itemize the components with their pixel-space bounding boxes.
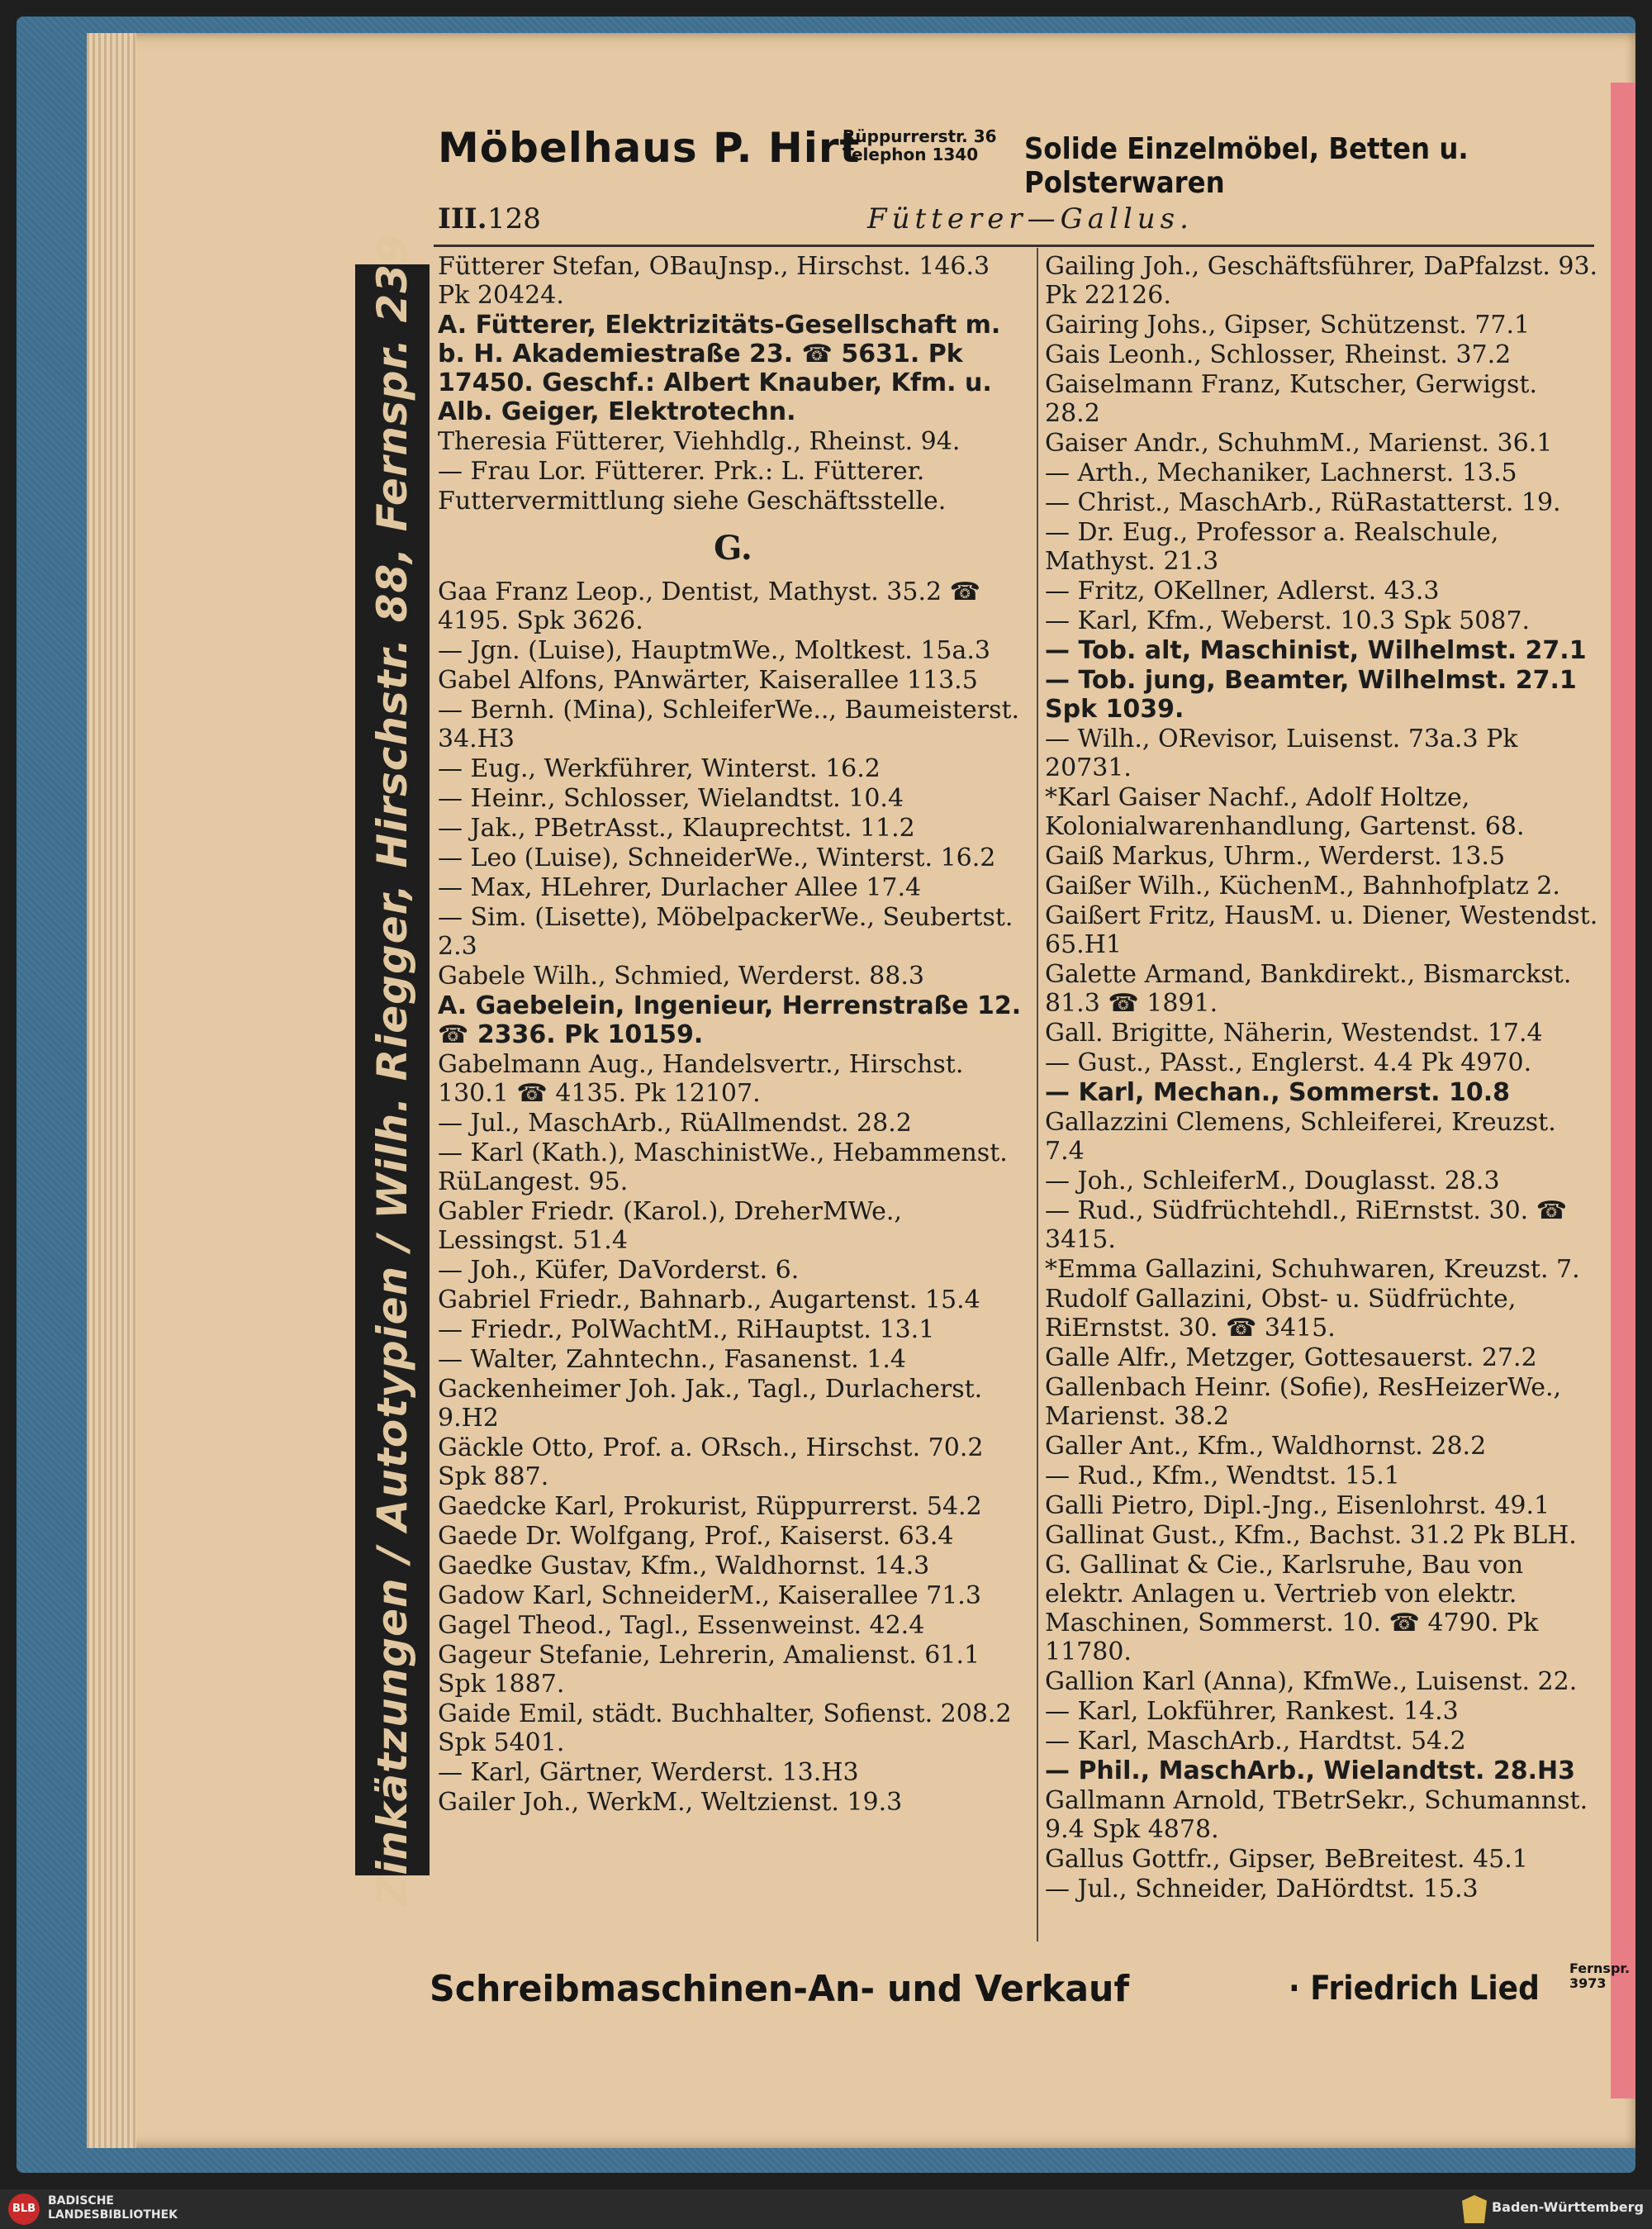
directory-entry: Futtervermittlung siehe Geschäftsstelle. [438,487,947,516]
state-coat-of-arms-icon [1462,2195,1487,2223]
directory-entry: Gaide Emil, städt. Buchhalter, Sofienst. 208.2 Spk 5401. [438,1699,1012,1757]
directory-entry: — Walter, Zahntechn., Fasanenst. 1.4 [438,1345,906,1374]
page-edges [87,33,136,2148]
directory-entry: — Jul., MaschArb., RüAllmendst. 28.2 [438,1109,912,1138]
directory-entry: — Wilh., ORevisor, Luisenst. 73a.3 Pk 20731. [1045,725,1518,782]
directory-entry: Gailing Joh., Geschäftsführer, DaPfalzst. 93. Pk 22126. [1045,252,1598,310]
directory-entry: — Gust., PAsst., Englerst. 4.4 Pk 4970. [1045,1048,1532,1077]
directory-entry: G. Gallinat & Cie., Karlsruhe, Bau von elektr. Anlagen u. Vertrieb von elektr. Maschinen, Sommerst. 10. ☎ 4790. Pk 11780. [1045,1551,1539,1666]
directory-entry: — Karl, Lokführer, Rankest. 14.3 [1045,1697,1459,1726]
directory-entry: — Karl, MaschArb., Hardtst. 54.2 [1045,1727,1466,1756]
directory-entry: — Fritz, OKellner, Adlerst. 43.3 [1045,577,1440,606]
library-name-line1: BADISCHE [48,2194,114,2208]
page-number: 128 [487,202,541,235]
right-column [1045,252,1598,1904]
directory-entry: — Christ., MaschArb., RüRastatterst. 19. [1045,488,1561,517]
side-ad-text: Zinkätzungen / Autotypien / Wilh. Riegger, Hirschstr. 88, Fernspr. 239 [368,234,416,1906]
directory-entry: Fütterer Stefan, OBauJnsp., Hirschst. 146.3 Pk 20424. [438,252,990,310]
directory-entry: — Tob. alt, Maschinist, Wilhelmst. 27.1 [1045,636,1587,665]
directory-entry: *Karl Gaiser Nachf., Adolf Holtze, Kolonialwarenhandlung, Gartenst. 68. [1045,783,1525,841]
entry-range: Fütterer—Gallus. [867,202,1194,235]
directory-entry: — Tob. jung, Beamter, Wilhelmst. 27.1 Spk 1039. [1045,666,1577,724]
directory-entry: — Karl, Gärtner, Werderst. 13.H3 [438,1758,859,1787]
header-ad-address [843,127,997,164]
header-ad-slogan: Solide Einzelmöbel, Betten u. Polsterwaren [1024,132,1469,200]
viewer-footer [0,2189,1652,2229]
directory-entry: Gallus Gottfr., Gipser, BeBreitest. 45.1 [1045,1845,1528,1874]
directory-entry: Gadow Karl, SchneiderM., Kaiserallee 71.3 [438,1581,981,1610]
directory-entry: Gabriel Friedr., Bahnarb., Augartenst. 15.4 [438,1286,980,1314]
directory-entry: — Bernh. (Mina), SchleiferWe.., Baumeisterst. 34.H3 [438,696,1020,753]
directory-entry: Gallmann Arnold, TBetrSekr., Schumannst. 9.4 Spk 4878. [1045,1786,1588,1844]
region-name[interactable]: Baden-Württemberg [1491,2199,1644,2215]
directory-entry: Gailer Joh., WerkM., Weltzienst. 19.3 [438,1788,903,1817]
directory-entry: Gallenbach Heinr. (Sofie), ResHeizerWe., Marienst. 38.2 [1045,1373,1562,1431]
footer-ad-name: · Friedrich Lied [1289,1970,1540,2008]
header-rule [434,245,1594,247]
directory-entry: — Joh., SchleiferM., Douglasst. 28.3 [1045,1167,1500,1195]
directory-entry: — Arth., Mechaniker, Lachnerst. 13.5 [1045,459,1517,487]
directory-entry: Galette Armand, Bankdirekt., Bismarckst. 81.3 ☎ 1891. [1045,960,1572,1018]
blb-logo-icon[interactable]: BLB [8,2193,40,2225]
directory-entry: — Jul., Schneider, DaHördtst. 15.3 [1045,1875,1479,1903]
directory-entry: Galle Alfr., Metzger, Gottesauerst. 27.2 [1045,1343,1537,1372]
directory-entry: Gaedke Gustav, Kfm., Waldhornst. 14.3 [438,1552,930,1580]
directory-entry: Gackenheimer Joh. Jak., Tagl., Durlacherst. 9.H2 [438,1375,983,1433]
left-column [438,252,1028,1818]
directory-entry: Gabele Wilh., Schmied, Werderst. 88.3 [438,962,924,991]
directory-entry: Gageur Stefanie, Lehrerin, Amalienst. 61.1 Spk 1887. [438,1641,980,1699]
directory-entry: — Joh., Küfer, DaVorderst. 6. [438,1256,800,1285]
directory-entry: Gallion Karl (Anna), KfmWe., Luisenst. 22. [1045,1667,1578,1696]
directory-entry: — Eug., Werkführer, Winterst. 16.2 [438,754,881,783]
directory-entry: Galler Ant., Kfm., Waldhornst. 28.2 [1045,1432,1487,1461]
directory-entry: — Jgn. (Luise), HauptmWe., Moltkest. 15a.3 [438,636,991,665]
volume-number: III. [438,202,487,235]
directory-entry: Gagel Theod., Tagl., Essenweinst. 42.4 [438,1611,925,1640]
directory-entry: Gais Leonh., Schlosser, Rheinst. 37.2 [1045,340,1512,369]
directory-entry: A. Fütterer, Elektrizitäts-Gesellschaft m. b. H. Akademiestraße 23. ☎ 5631. Pk 17450. Geschf.: Albert Knauber, Kfm. u. Alb. Geiger, Elektrotechn. [438,311,1001,426]
column-divider [1037,248,1038,1941]
directory-entry: — Rud., Südfrüchtehdl., RiErnstst. 30. ☎ 3415. [1045,1196,1568,1254]
header-ad-name: Möbelhaus P. Hirt [438,124,861,172]
directory-entry: Galli Pietro, Dipl.-Jng., Eisenlohrst. 49.1 [1045,1491,1550,1520]
directory-entry: Gallinat Gust., Kfm., Bachst. 31.2 Pk BLH. [1045,1521,1577,1550]
header-ad-address-line2: Telephon 1340 [843,145,979,164]
directory-entry: Gaede Dr. Wolfgang, Prof., Kaiserst. 63.4 [438,1522,954,1551]
directory-entry: — Karl, Mechan., Sommerst. 10.8 [1045,1078,1510,1107]
footer-ad-phone-label: Fernspr. [1569,1960,1631,1976]
directory-entry: Gabel Alfons, PAnwärter, Kaiserallee 113.5 [438,666,978,695]
directory-entry: Gairing Johs., Gipser, Schützenst. 77.1 [1045,311,1531,340]
directory-entry: Gallazzini Clemens, Schleiferei, Kreuzst. 7.4 [1045,1108,1556,1166]
directory-entry: — Friedr., PolWachtM., RiHauptst. 13.1 [438,1315,935,1344]
page-header [438,202,1594,244]
directory-entry: A. Gaebelein, Ingenieur, Herrenstraße 12. ☎ 2336. Pk 10159. [438,991,1022,1049]
directory-entry: — Phil., MaschArb., Wielandtst. 28.H3 [1045,1756,1575,1785]
directory-entry: — Leo (Luise), SchneiderWe., Winterst. 16.2 [438,844,996,872]
directory-entry: Gaißert Fritz, HausM. u. Diener, Westendst. 65.H1 [1045,901,1598,959]
footer-advertisement [430,1960,1631,2018]
footer-ad-main: Schreibmaschinen-An- und Verkauf [430,1968,1130,2010]
directory-entry: Gall. Brigitte, Näherin, Westendst. 17.4 [1045,1019,1543,1048]
directory-entry: Gabler Friedr. (Karol.), DreherMWe., Lessingst. 51.4 [438,1197,902,1255]
library-name-line2: LANDESBIBLIOTHEK [48,2208,178,2222]
directory-entry: — Heinr., Schlosser, Wielandtst. 10.4 [438,784,904,813]
directory-entry: *Emma Gallazini, Schuhwaren, Kreuzst. 7. [1045,1255,1580,1284]
directory-entry: Gaiser Andr., SchuhmM., Marienst. 36.1 [1045,429,1553,458]
directory-entry: — Karl, Kfm., Weberst. 10.3 Spk 5087. [1045,606,1531,635]
directory-entry: — Frau Lor. Fütterer. Prk.: L. Fütterer. [438,457,925,486]
directory-entry: Gaiselmann Franz, Kutscher, Gerwigst. 28.2 [1045,370,1537,428]
library-name[interactable] [48,2194,178,2222]
directory-entry: — Rud., Kfm., Wendtst. 15.1 [1045,1461,1400,1490]
directory-entry: — Max, HLehrer, Durlacher Allee 17.4 [438,873,922,902]
directory-entry: Gaiß Markus, Uhrm., Werderst. 13.5 [1045,842,1506,871]
directory-entry: Rudolf Gallazini, Obst- u. Südfrüchte, RiErnstst. 30. ☎ 3415. [1045,1285,1517,1343]
section-letter-heading: G. [714,529,752,568]
footer-ad-phone-number: 3973 [1569,1975,1607,1991]
directory-entry: — Dr. Eug., Professor a. Realschule, Mathyst. 21.3 [1045,518,1499,576]
page-tab-marker [1611,83,1635,2098]
directory-entry: Theresia Fütterer, Viehhdlg., Rheinst. 94. [438,427,961,456]
directory-entry: Gabelmann Aug., Handelsvertr., Hirschst. 130.1 ☎ 4135. Pk 12107. [438,1050,964,1108]
directory-entry: — Karl (Kath.), MaschinistWe., Hebammenst. RüLangest. 95. [438,1138,1008,1196]
header-ad-address-line1: Rüppurrerstr. 36 [843,126,997,146]
directory-entry: — Sim. (Lisette), MöbelpackerWe., Seubertst. 2.3 [438,903,1014,961]
side-advertisement [355,234,430,1906]
footer-ad-phone [1569,1961,1630,1991]
directory-entry: Gaedcke Karl, Prokurist, Rüppurrerst. 54.2 [438,1492,982,1521]
header-advertisement [438,124,1594,200]
directory-entry: Gäckle Otto, Prof. a. ORsch., Hirschst. 70.2 Spk 887. [438,1433,984,1491]
directory-entry: — Jak., PBetrAsst., Klauprechtst. 11.2 [438,814,915,843]
directory-entry: Gaißer Wilh., KüchenM., Bahnhofplatz 2. [1045,872,1560,901]
directory-entry: Gaa Franz Leop., Dentist, Mathyst. 35.2 ☎ 4195. Spk 3626. [438,577,980,635]
